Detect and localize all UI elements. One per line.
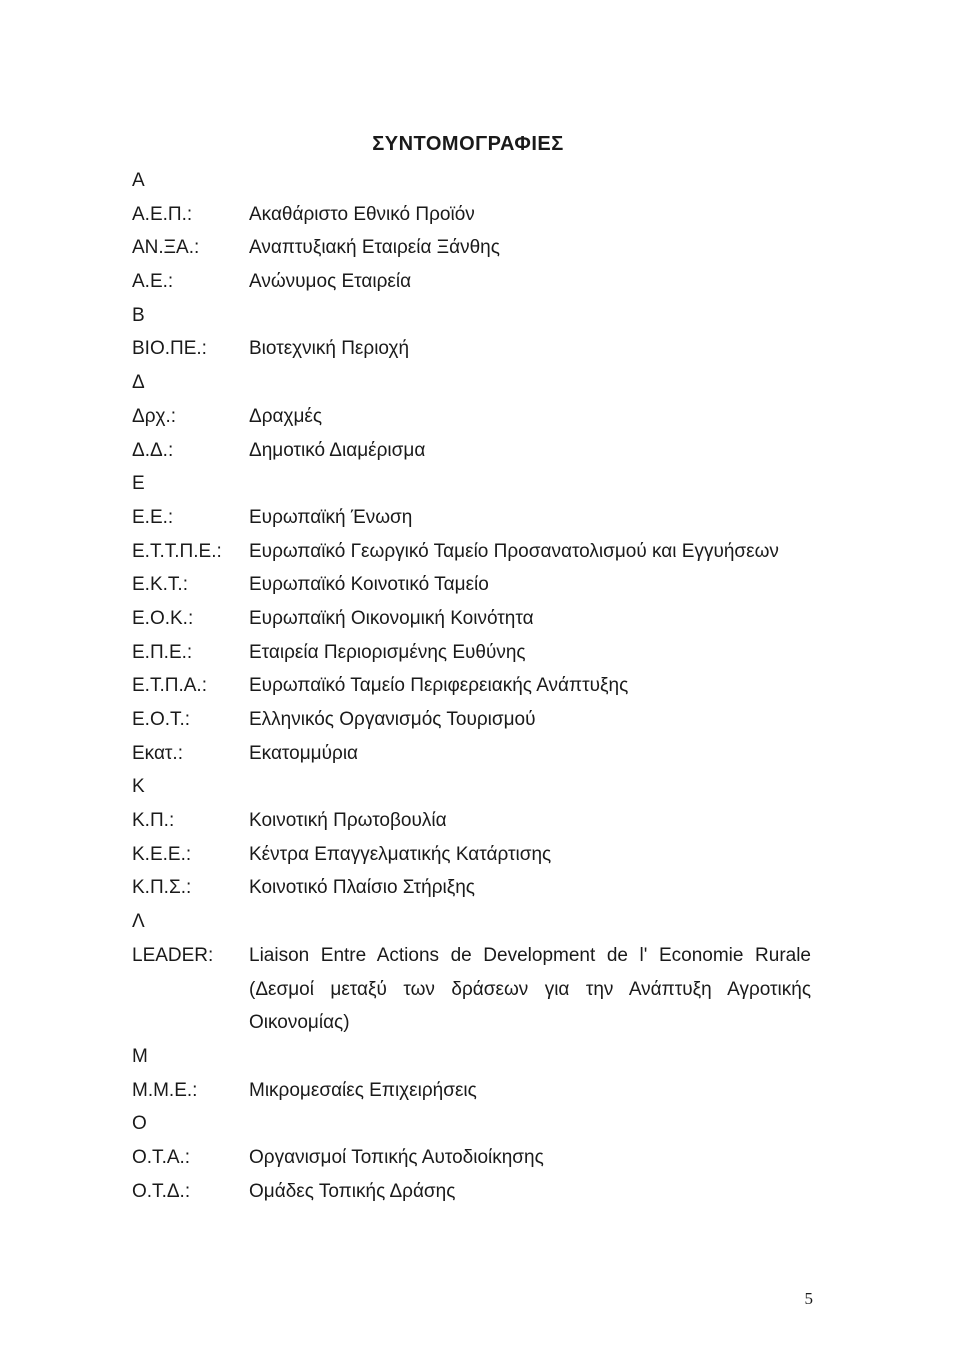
- definition: Κέντρα Επαγγελματικής Κατάρτισης: [249, 843, 552, 865]
- list-item: [132, 400, 822, 434]
- abbreviation: Α.Ε.:: [132, 271, 174, 293]
- definition: Ευρωπαϊκό Κοινοτικό Ταμείο: [249, 574, 489, 596]
- abbreviations-list: [132, 164, 822, 1208]
- list-item: [132, 669, 822, 703]
- list-item: [132, 535, 822, 569]
- definition: Liaison Entre Actions de Development de l' Economie Rurale (Δεσμοί μεταξύ των δράσεων για την Ανάπτυξη Αγροτικής Οικονομίας): [249, 944, 811, 1034]
- abbreviation: ΑΝ.ΞΑ.:: [132, 237, 200, 259]
- abbreviation: Ε.Τ.Π.Α.:: [132, 675, 207, 697]
- definition: Ανώνυμος Εταιρεία: [249, 271, 412, 293]
- definition: Οργανισμοί Τοπικής Αυτοδιοίκησης: [249, 1146, 544, 1168]
- definition: Ευρωπαϊκό Γεωργικό Ταμείο Προσανατολισμού και Εγγυήσεων: [249, 540, 779, 562]
- abbreviation: Ε.Ο.Τ.:: [132, 709, 191, 730]
- list-item: [132, 434, 822, 468]
- definition: Εταιρεία Περιορισμένης Ευθύνης: [249, 641, 526, 663]
- page-title: [0, 133, 936, 156]
- definition: Ευρωπαϊκή Ένωση: [249, 506, 413, 528]
- list-item: [132, 332, 822, 366]
- abbreviation: Ε.Κ.Τ.:: [132, 574, 188, 596]
- list-item: [132, 1175, 822, 1209]
- list-item: [132, 198, 822, 232]
- abbreviation: Ο.Τ.Α.:: [132, 1146, 191, 1168]
- list-item: [132, 939, 822, 1040]
- list-item: [132, 703, 822, 737]
- definition: Ευρωπαϊκή Οικονομική Κοινότητα: [249, 607, 534, 629]
- definition: Μικρομεσαίες Επιχειρήσεις: [249, 1079, 477, 1101]
- definition: Βιοτεχνική Περιοχή: [249, 338, 410, 360]
- abbreviation: Κ.Ε.Ε.:: [132, 843, 192, 865]
- abbreviation: Δ.Δ.:: [132, 439, 174, 461]
- list-item: [132, 568, 822, 602]
- list-item: [132, 737, 822, 771]
- abbreviation: LEADER:: [132, 944, 214, 966]
- abbreviation: Δρχ.:: [132, 405, 177, 427]
- list-item: [132, 871, 822, 905]
- page-number: 5: [804, 1289, 813, 1308]
- abbreviation: Κ.Π.:: [132, 810, 175, 832]
- definition: Ομάδες Τοπικής Δράσης: [249, 1180, 456, 1202]
- section-letter-lambda: Λ: [132, 911, 145, 933]
- definition: Ευρωπαϊκό Ταμείο Περιφερειακής Ανάπτυξης: [249, 675, 629, 697]
- abbreviation: Ο.Τ.Δ.:: [132, 1180, 191, 1202]
- section-letter-epsilon: Ε: [132, 473, 145, 495]
- abbreviation: Ε.Π.Ε.:: [132, 641, 193, 663]
- definition: Δραχμές: [249, 405, 323, 427]
- list-item: [132, 804, 822, 838]
- section-letter-beta: Β: [132, 304, 145, 326]
- section-letter-mu: Μ: [132, 1045, 148, 1067]
- page-title-text: ΣΥΝΤΟΜΟΓΡΑΦΙΕΣ: [372, 133, 564, 155]
- abbreviation: Κ.Π.Σ.:: [132, 877, 192, 899]
- list-item: [132, 602, 822, 636]
- abbreviation: Α.Ε.Π.:: [132, 203, 193, 225]
- list-item: [132, 838, 822, 872]
- abbreviation: Ε.Ο.Κ.:: [132, 607, 194, 629]
- definition: Ακαθάριστο Εθνικό Προϊόν: [249, 203, 475, 225]
- definition: Κοινοτική Πρωτοβουλία: [249, 810, 447, 832]
- definition: Αναπτυξιακή Εταιρεία Ξάνθης: [249, 237, 500, 259]
- abbreviation: Ε.Ε.:: [132, 506, 174, 528]
- list-item: [132, 1074, 822, 1108]
- definition: Δημοτικό Διαμέρισμα: [249, 439, 426, 461]
- section-letter-omicron: Ο: [132, 1113, 147, 1135]
- abbreviation: Μ.Μ.Ε.:: [132, 1079, 198, 1101]
- list-item: [132, 636, 822, 670]
- section-letter-kappa: Κ: [132, 776, 145, 798]
- list-item: [132, 1141, 822, 1175]
- section-letter-delta: Δ: [132, 372, 145, 394]
- list-item: [132, 501, 822, 535]
- definition: Ελληνικός Οργανισμός Τουρισμού: [249, 709, 536, 730]
- abbreviation: Εκατ.:: [132, 742, 183, 764]
- definition: Κοινοτικό Πλαίσιο Στήριξης: [249, 877, 475, 899]
- definition: Εκατομμύρια: [249, 742, 359, 764]
- list-item: [132, 231, 822, 265]
- abbreviation: Ε.Τ.Τ.Π.Ε.:: [132, 540, 222, 562]
- section-letter-alpha: Α: [132, 170, 145, 191]
- abbreviation: ΒΙΟ.ΠΕ.:: [132, 338, 207, 360]
- list-item: [132, 265, 822, 299]
